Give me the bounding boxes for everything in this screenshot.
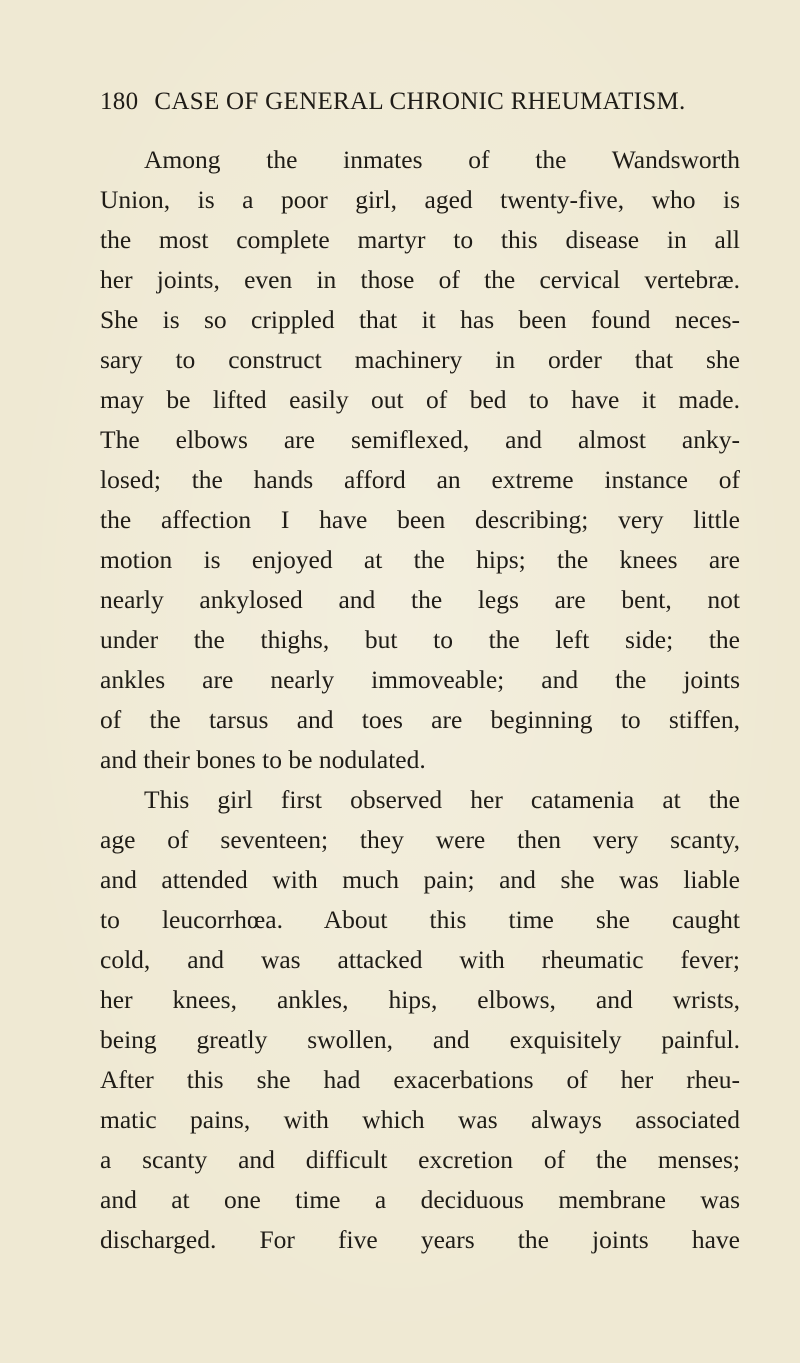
text-line: Among the inmates of the Wandsworth	[144, 145, 740, 174]
running-head	[100, 84, 720, 120]
text-line: The elbows are semiflexed, and almost anky-	[100, 425, 740, 454]
text-line: matic pains, with which was always associated	[100, 1105, 740, 1134]
text-line: After this she had exacerbations of her rheu-	[100, 1065, 740, 1094]
text-line: and attended with much pain; and she was liable	[100, 865, 740, 894]
text-line: This girl first observed her catamenia at the	[144, 785, 740, 814]
text-line: nearly ankylosed and the legs are bent, not	[100, 585, 740, 614]
text-line: age of seventeen; they were then very scanty,	[100, 825, 740, 854]
text-line: a scanty and difficult excretion of the menses;	[100, 1145, 740, 1174]
text-line: ankles are nearly immoveable; and the joints	[100, 665, 740, 694]
text-line: motion is enjoyed at the hips; the knees are	[100, 545, 740, 574]
text-line: She is so crippled that it has been found neces-	[100, 305, 740, 334]
text-line: of the tarsus and toes are beginning to stiffen,	[100, 705, 740, 734]
text-line: her joints, even in those of the cervical vertebræ.	[100, 265, 740, 294]
text-line: and at one time a deciduous membrane was	[100, 1185, 740, 1214]
text-line: to leucorrhœa. About this time she caught	[100, 905, 740, 934]
running-title: CASE OF GENERAL CHRONIC RHEUMATISM.	[154, 88, 686, 115]
text-line: and their bones to be nodulated.	[100, 745, 426, 774]
text-line: the most complete martyr to this disease in all	[100, 225, 740, 254]
text-line: the affection I have been describing; very little	[100, 505, 740, 534]
text-line: Union, is a poor girl, aged twenty-five, who is	[100, 185, 740, 214]
text-line: may be lifted easily out of bed to have it made.	[100, 385, 740, 414]
text-line: her knees, ankles, hips, elbows, and wrists,	[100, 985, 740, 1014]
body-text	[100, 140, 740, 1260]
text-line: cold, and was attacked with rheumatic fever;	[100, 945, 740, 974]
text-line: losed; the hands afford an extreme instance of	[100, 465, 740, 494]
text-line: under the thighs, but to the left side; the	[100, 625, 740, 654]
text-line: discharged. For five years the joints have	[100, 1225, 740, 1254]
page-number: 180	[100, 88, 139, 115]
text-line: sary to construct machinery in order that she	[100, 345, 740, 374]
text-line: being greatly swollen, and exquisitely painful.	[100, 1025, 740, 1054]
